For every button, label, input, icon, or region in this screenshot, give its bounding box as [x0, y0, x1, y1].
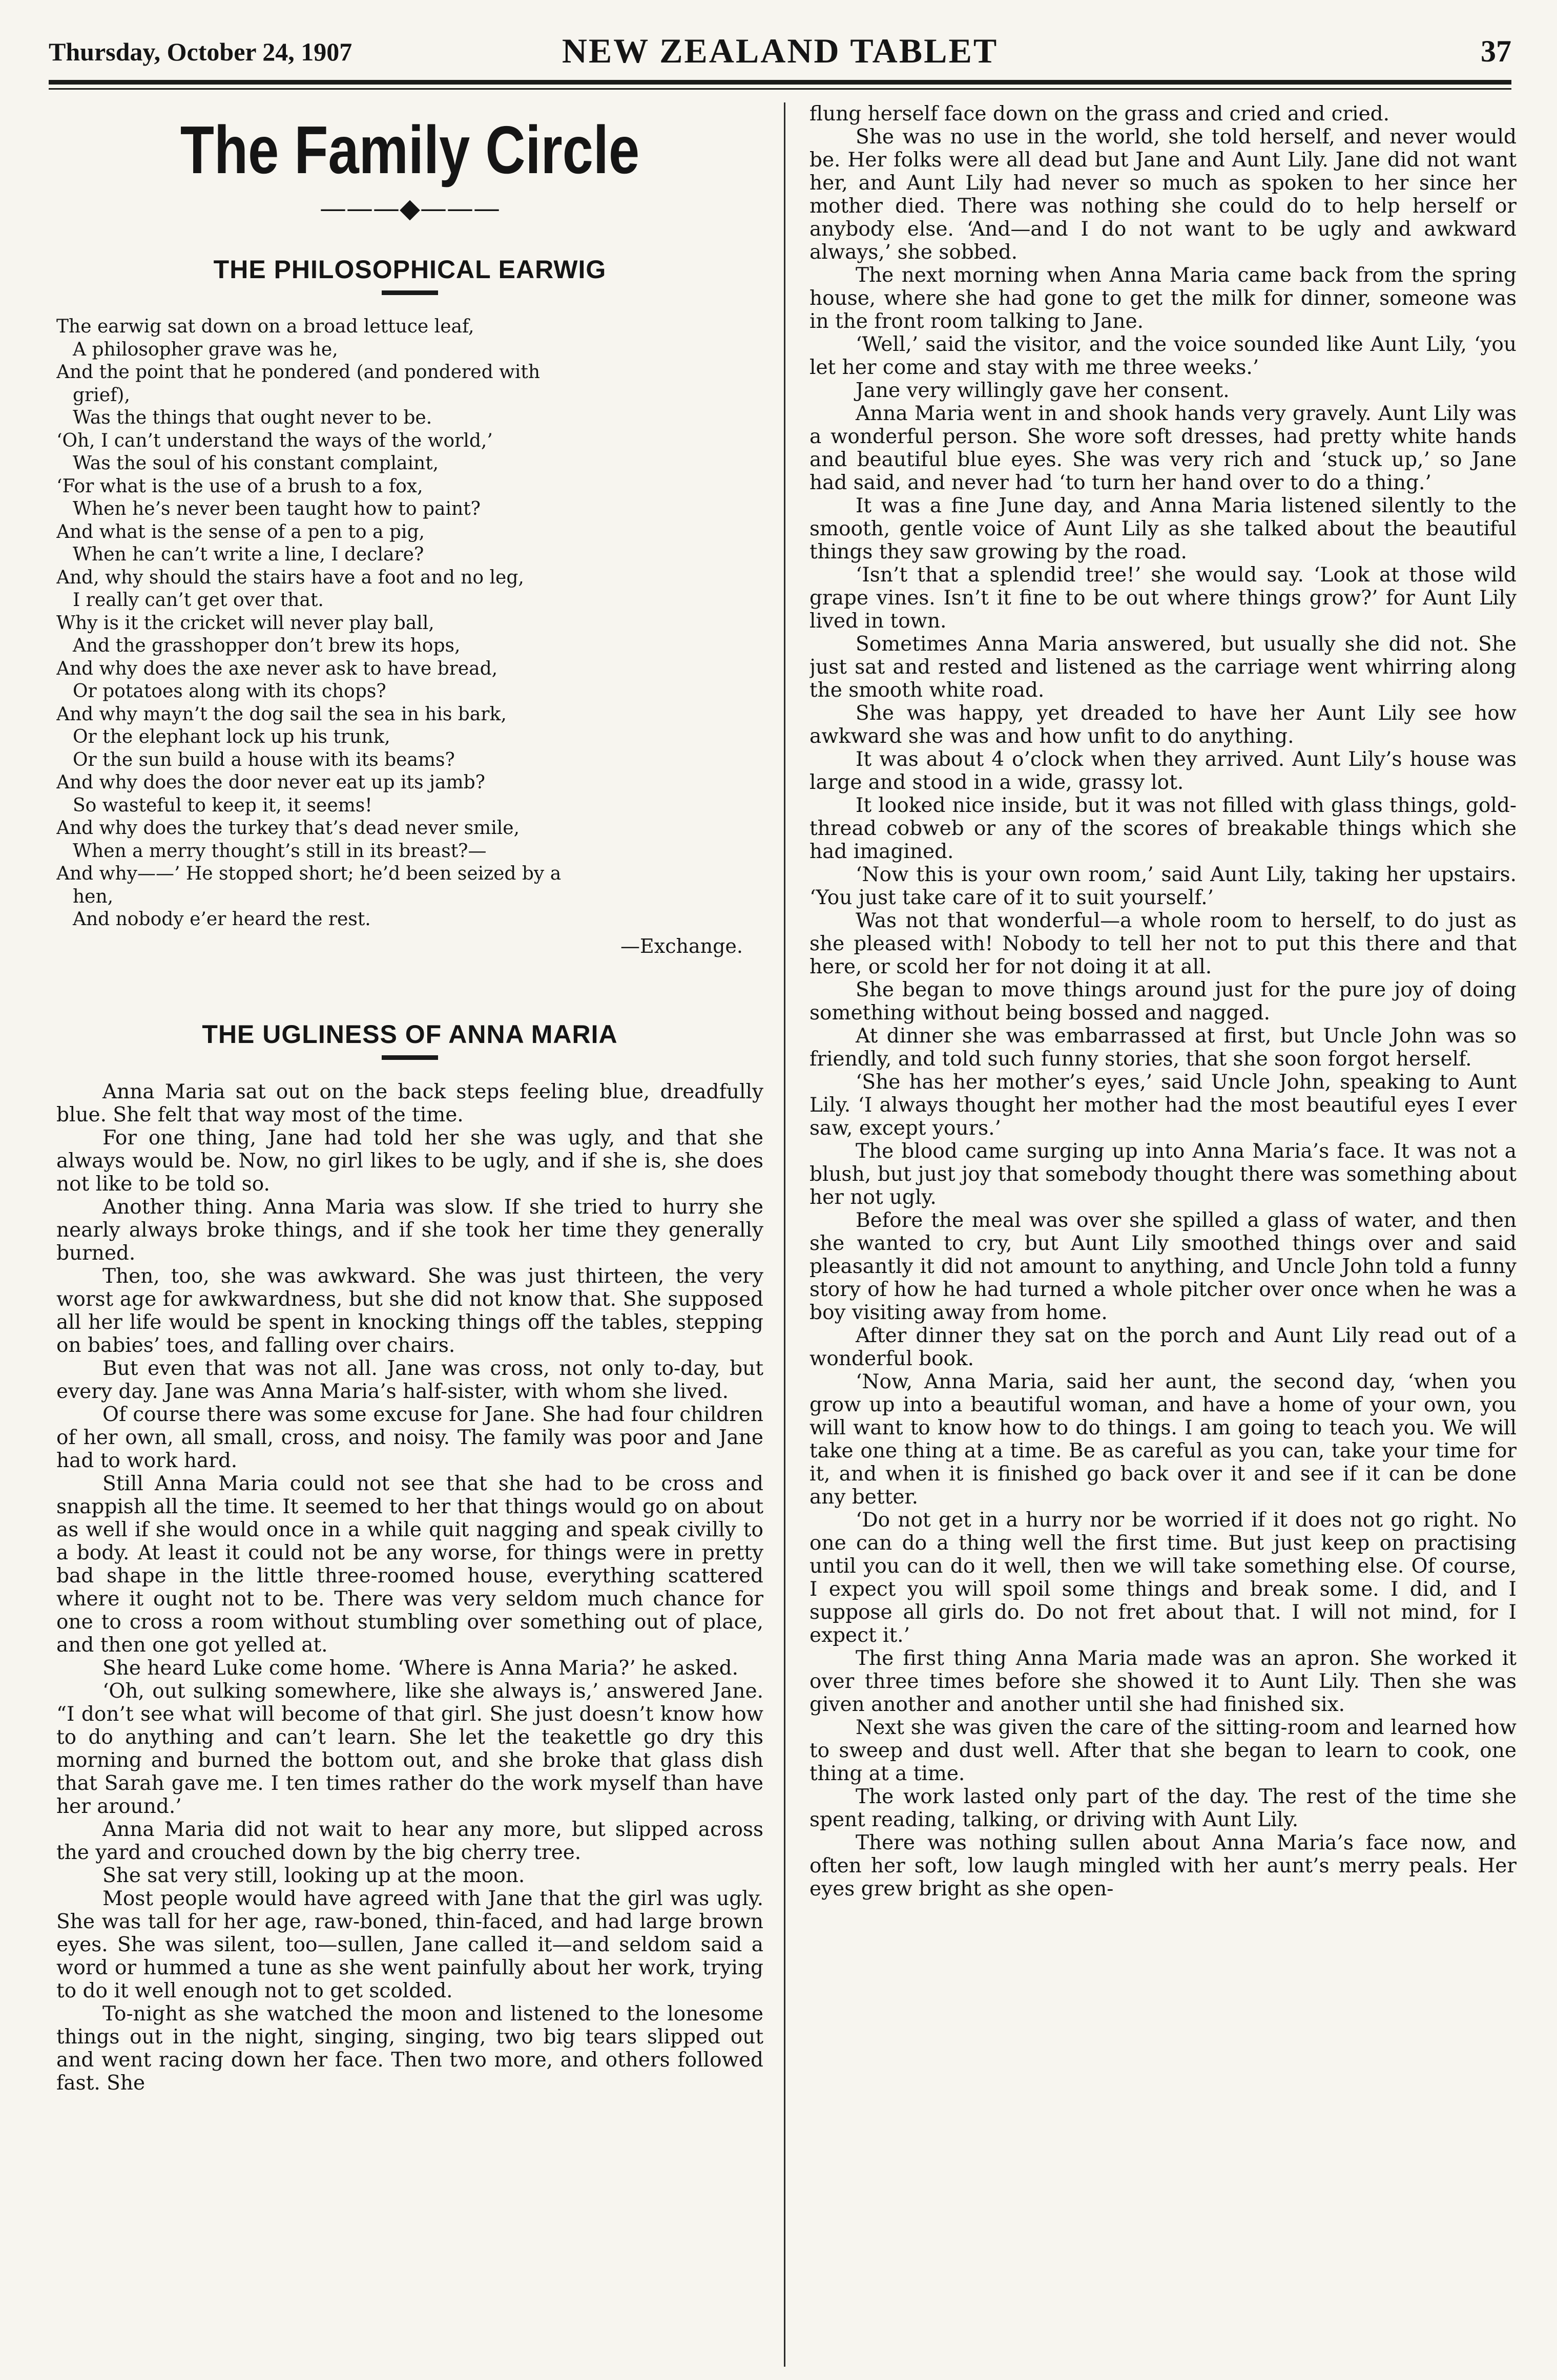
poem-line: Or the elephant lock up his trunk,	[73, 726, 390, 748]
story-paragraph: The blood came surging up into Anna Maria’s face. It was not a blush, but just joy that somebody thought there was something about her not ugly.	[809, 1140, 1517, 1209]
poem-line: And the grasshopper don’t brew its hops,	[73, 635, 461, 657]
story-paragraph: Then, too, she was awkward. She was just thirteen, the very worst age for awkwardness, but she did not know that. She supposed all her life would be spent in knocking things off the tables, stepping on babies’ toes, and falling over chairs.	[56, 1264, 763, 1357]
story-paragraph: But even that was not all. Jane was cross, not only to-day, but every day. Jane was Anna Maria’s half-sister, with whom she lived.	[56, 1356, 763, 1403]
story-paragraph: It was a fine June day, and Anna Maria listened silently to the smooth, gentle voice of Aunt Lily as she talked about the beautiful things they saw growing by the road.	[809, 494, 1517, 563]
story-paragraph: It was about 4 o’clock when they arrived. Aunt Lily’s house was large and stood in a wide, grassy lot.	[809, 748, 1517, 794]
story-paragraph: ‘Well,’ said the visitor, and the voice sounded like Aunt Lily, ‘you let her come and stay with me three weeks.’	[809, 333, 1517, 379]
story-paragraph: She was no use in the world, she told herself, and never would be. Her folks were all dead but Jane and Aunt Lily. Jane did not want her, and Aunt Lily had never so much as spoken to her since her mother died. There was nothing she could do to help herself or anybody else. ‘And—and I do not want to be ugly and awkward always,’ she sobbed.	[809, 126, 1517, 264]
story-paragraph: The first thing Anna Maria made was an apron. She worked it over three times before she showed it to Aunt Lily. Then she was given another and another until she had finished six.	[809, 1647, 1517, 1716]
left-column	[56, 102, 763, 2367]
story-paragraph: ‘Now, Anna Maria, said her aunt, the second day, ‘when you grow up into a beautiful woman, and have a home of your own, you will want to know how to do things. I am going to teach you. We will take one thing at a time. Be as careful as you can, take your time for it, and when it is finished go back over it and see if it can be done any better.	[809, 1370, 1517, 1509]
title-rule	[382, 1055, 438, 1060]
story-paragraph: Anna Maria did not wait to hear any more, but slipped across the yard and crouched down by the big cherry tree.	[56, 1818, 763, 1864]
section-title: The Family Circle	[180, 112, 640, 187]
story-paragraph: Was not that wonderful—a whole room to herself, to do just as she pleased with! Nobody to tell her not to put this there and that here, or scold her for not doing it at all.	[809, 909, 1517, 978]
poem-line: A philosopher grave was he,	[73, 339, 338, 360]
story-paragraph: ‘Oh, out sulking somewhere, like she always is,’ answered Jane. “I don’t see what will become of that girl. She just doesn’t know how to do anything and can’t learn. She let the teakettle go dry this morning and burned the bottom out, and she broke that glass dish that Sarah gave me. I ten times rather do the work myself than have her around.’	[56, 1679, 763, 1818]
header-rule	[49, 80, 1511, 85]
story-paragraph: Anna Maria sat out on the back steps feeling blue, dreadfully blue. She felt that way most of the time.	[56, 1080, 763, 1126]
poem-line: And nobody e’er heard the rest.	[73, 909, 371, 930]
story-paragraph: Sometimes Anna Maria answered, but usually she did not. She just sat and rested and listened as the carriage went whirring along the smooth white road.	[809, 633, 1517, 702]
page-number: 37	[1481, 34, 1511, 68]
poem-line: Why is it the cricket will never play ball,	[56, 612, 434, 634]
poem-line: And why mayn’t the dog sail the sea in his bark,	[56, 703, 507, 725]
poem-line: When he can’t write a line, I declare?	[73, 544, 424, 566]
story-paragraph: It looked nice inside, but it was not filled with glass things, gold-thread cobweb or any of the scores of breakable things which she had imagined.	[809, 794, 1517, 863]
poem-line: Or the sun build a house with its beams?	[73, 749, 455, 770]
title-rule	[382, 290, 438, 295]
story-paragraph: Of course there was some excuse for Jane. She had four children of her own, all small, cross, and noisy. The family was poor and Jane had to work hard.	[56, 1403, 763, 1472]
publication-name: NEW ZEALAND TABLET	[562, 31, 999, 70]
story-paragraph: She began to move things around just for the pure joy of doing something without being bossed and nagged.	[809, 978, 1517, 1025]
poem-line: I really can’t get over that.	[73, 590, 324, 611]
story-paragraph: There was nothing sullen about Anna Maria’s face now, and often her soft, low laugh mingled with her aunt’s merry peals. Her eyes grew bright as she open-	[809, 1831, 1517, 1901]
header-rule-thin	[49, 88, 1511, 90]
story-paragraph: For one thing, Jane had told her she was ugly, and that she always would be. Now, no girl likes to be ugly, and if she is, she does not like to be told so.	[56, 1126, 763, 1196]
poem-title: THE PHILOSOPHICAL EARWIG	[213, 255, 607, 284]
story-paragraph: At dinner she was embarrassed at first, but Uncle John was so friendly, and told such funny stories, that she soon forgot herself.	[809, 1025, 1517, 1071]
poem-line: grief),	[73, 384, 130, 406]
ornament-divider: ———◆———	[320, 193, 500, 224]
poem-line: Or potatoes along with its chops?	[73, 681, 386, 702]
story-paragraph: Another thing. Anna Maria was slow. If she tried to hurry she nearly always broke things, and if she took her time they generally burned.	[56, 1195, 763, 1265]
story-title: THE UGLINESS OF ANNA MARIA	[202, 1019, 618, 1049]
poem-line: And what is the sense of a pen to a pig,	[56, 521, 425, 542]
story-paragraph: Jane very willingly gave her consent.	[856, 379, 1230, 402]
poem-attribution: —Exchange.	[620, 934, 743, 957]
poem-line: When he’s never been taught how to paint?	[73, 498, 481, 520]
poem-line: hen,	[73, 886, 114, 907]
story-paragraph: Most people would have agreed with Jane that the girl was ugly. She was tall for her age, raw-boned, thin-faced, and had large brown eyes. She was silent, too—sullen, Jane called it—and seldom said a word or hummed a tune as she went painfully about her work, trying to do it well enough not to get scolded.	[56, 1887, 763, 2002]
poem-line: ‘Oh, I can’t understand the ways of the world,’	[56, 430, 493, 451]
story-body-left	[56, 1080, 763, 2095]
issue-date: Thursday, October 24, 1907	[49, 37, 352, 66]
story-paragraph: To-night as she watched the moon and listened to the lonesome things out in the night, singing, singing, two big tears slipped out and went racing down her face. Then two more, and others followed fast. She	[56, 2002, 763, 2095]
poem-line: And, why should the stairs have a foot and no leg,	[56, 567, 524, 588]
story-paragraph: Next she was given the care of the sitting-room and learned how to sweep and dust well. After that she began to learn to cook, one thing at a time.	[809, 1716, 1517, 1785]
poem-line: So wasteful to keep it, it seems!	[73, 795, 372, 816]
poem-line: Was the things that ought never to be.	[73, 407, 432, 429]
story-paragraph: The next morning when Anna Maria came back from the spring house, where she had gone to get the milk for dinner, someone was in the front room talking to Jane.	[809, 264, 1517, 333]
right-column	[809, 102, 1517, 2367]
poem-line: And why does the door never eat up its jamb?	[56, 772, 485, 794]
story-paragraph: She heard Luke come home. ‘Where is Anna Maria?’ he asked.	[102, 1656, 739, 1680]
poem-line: Was the soul of his constant complaint,	[73, 453, 439, 474]
page-header	[49, 31, 1511, 78]
story-body-right	[809, 102, 1517, 1901]
poem-line: And why——’ He stopped short; he’d been seized by a	[56, 863, 562, 885]
poem-line: The earwig sat down on a broad lettuce leaf,	[56, 316, 474, 338]
story-paragraph: After dinner they sat on the porch and Aunt Lily read out of a wonderful book.	[809, 1324, 1517, 1370]
poem-body	[56, 316, 763, 931]
story-paragraph: Still Anna Maria could not see that she had to be cross and snappish all the time. It seemed to her that things would go on about as well if she would once in a while quit nagging and speak civilly to a body. At least it could not be any worse, for things were in pretty bad shape in the little three-roomed house, everything scattered where it ought not to be. There was very seldom much chance for one to cross a room without stumbling over something out of place, and then one got yelled at.	[56, 1472, 763, 1657]
poem-line: And why does the axe never ask to have bread,	[56, 658, 498, 679]
story-paragraph: She was happy, yet dreaded to have her Aunt Lily see how awkward she was and how unfit to do anything.	[809, 702, 1517, 748]
poem-line: And the point that he pondered (and pondered with	[56, 362, 541, 383]
story-paragraph: ‘Do not get in a hurry nor be worried if it does not go right. No one can do a thing well the first time. But just keep on practising until you can do it well, then we will take something else. Of course, I expect you will spoil some things and break some. I did, and I suppose all girls do. Do not fret about that. I will not mind, for I expect it.’	[809, 1509, 1517, 1647]
column-divider	[784, 102, 785, 2367]
story-paragraph: She sat very still, looking up at the moon.	[102, 1864, 525, 1887]
story-paragraph: Before the meal was over she spilled a glass of water, and then she wanted to cry, but Aunt Lily smoothed things over and said pleasantly it did not amount to anything, and Uncle John told a funny story of how he had turned a whole pitcher over once when he was a boy visiting away from home.	[809, 1209, 1517, 1324]
story-paragraph: flung herself face down on the grass and cried and cried.	[809, 102, 1390, 126]
poem-line: ‘For what is the use of a brush to a fox,	[56, 475, 423, 497]
story-paragraph: ‘She has her mother’s eyes,’ said Uncle John, speaking to Aunt Lily. ‘I always thought her mother had the most beautiful eyes I ever saw, except yours.’	[809, 1071, 1517, 1140]
story-paragraph: The work lasted only part of the day. The rest of the time she spent reading, talking, or driving with Aunt Lily.	[809, 1785, 1517, 1831]
poem-line: When a merry thought’s still in its breast?—	[73, 840, 487, 862]
poem-line: And why does the turkey that’s dead never smile,	[56, 818, 520, 839]
story-paragraph: ‘Now this is your own room,’ said Aunt Lily, taking her upstairs. ‘You just take care of it to suit yourself.’	[809, 863, 1517, 909]
story-paragraph: Anna Maria went in and shook hands very gravely. Aunt Lily was a wonderful person. She wore soft dresses, had pretty white hands and beautiful blue eyes. She was very rich and ‘stuck up,’ so Jane had said, and never had ‘to turn her hand over to do a thing.’	[809, 402, 1517, 494]
story-paragraph: ‘Isn’t that a splendid tree!’ she would say. ‘Look at those wild grape vines. Isn’t it fine to be out where things grow?’ for Aunt Lily lived in town.	[809, 563, 1517, 633]
